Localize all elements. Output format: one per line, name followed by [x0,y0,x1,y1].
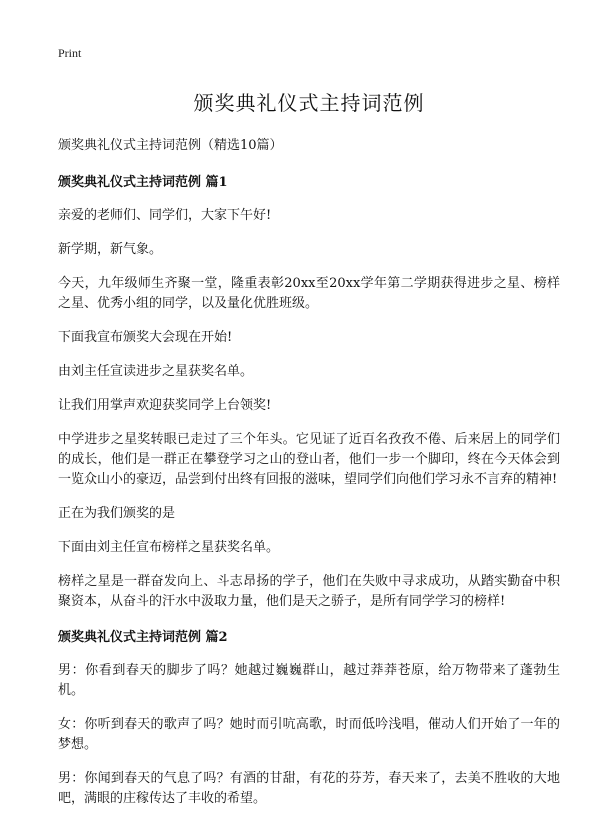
paragraph: 下面我宣布颁奖大会现在开始! [58,330,233,345]
paragraph: 让我们用掌声欢迎获奖同学上台领奖! [58,398,272,413]
section-2 [58,626,560,809]
paragraph: 下面由刘主任宣布榜样之星获奖名单。 [58,540,280,555]
paragraph: 榜样之星是一群奋发向上、斗志昂扬的学子，他们在失败中寻求成功，从踏实勤奋中积聚资本，从奋斗的汗水中汲取力量，他们是天之骄子，是所有同学学习的榜样! [58,574,560,609]
paragraph: 由刘主任宣读进步之星获奖名单。 [58,364,254,379]
document-subtitle: 颁奖典礼仪式主持词范例（精选10篇） [58,138,283,153]
section-heading: 颁奖典礼仪式主持词范例 篇1 [58,175,228,190]
paragraph: 男：你闻到春天的气息了吗？有酒的甘甜，有花的芬芳，春天来了，去美不胜收的大地吧，满眼的庄稼传达了丰收的希望。 [58,771,560,806]
section-heading: 颁奖典礼仪式主持词范例 篇2 [58,630,228,645]
document-title: 颁奖典礼仪式主持词范例 [193,91,425,115]
paragraph: 亲爱的老师们、同学们，大家下午好! [58,208,272,223]
paragraph: 男：你看到春天的脚步了吗？她越过巍巍群山，越过莽莽苍原，给万物带来了蓬勃生机。 [58,663,560,698]
paragraph: 女：你听到春天的歌声了吗？她时而引吭高歌，时而低吟浅唱，催动人们开始了一年的梦想。 [58,717,560,752]
paragraph: 新学期，新气象。 [58,242,163,257]
print-link[interactable]: Print [58,46,82,60]
paragraph: 正在为我们颁奖的是 [58,506,176,521]
paragraph: 中学进步之星奖转眼已走过了三个年头。它见证了近百名孜孜不倦、后来居上的同学们的成长，他们是一群正在攀登学习之山的登山者，他们一步一个脚印，终在今天体会到一览众山小的豪迈，品尝到付出终有回报的滋味，望同学们向他们学习永不言弃的精神! [58,432,560,487]
section-1 [58,171,560,612]
paragraph: 今天，九年级师生齐聚一堂，隆重表彰20xx至20xx学年第二学期获得进步之星、榜样之星、优秀小组的同学，以及量化优胜班级。 [58,276,560,311]
